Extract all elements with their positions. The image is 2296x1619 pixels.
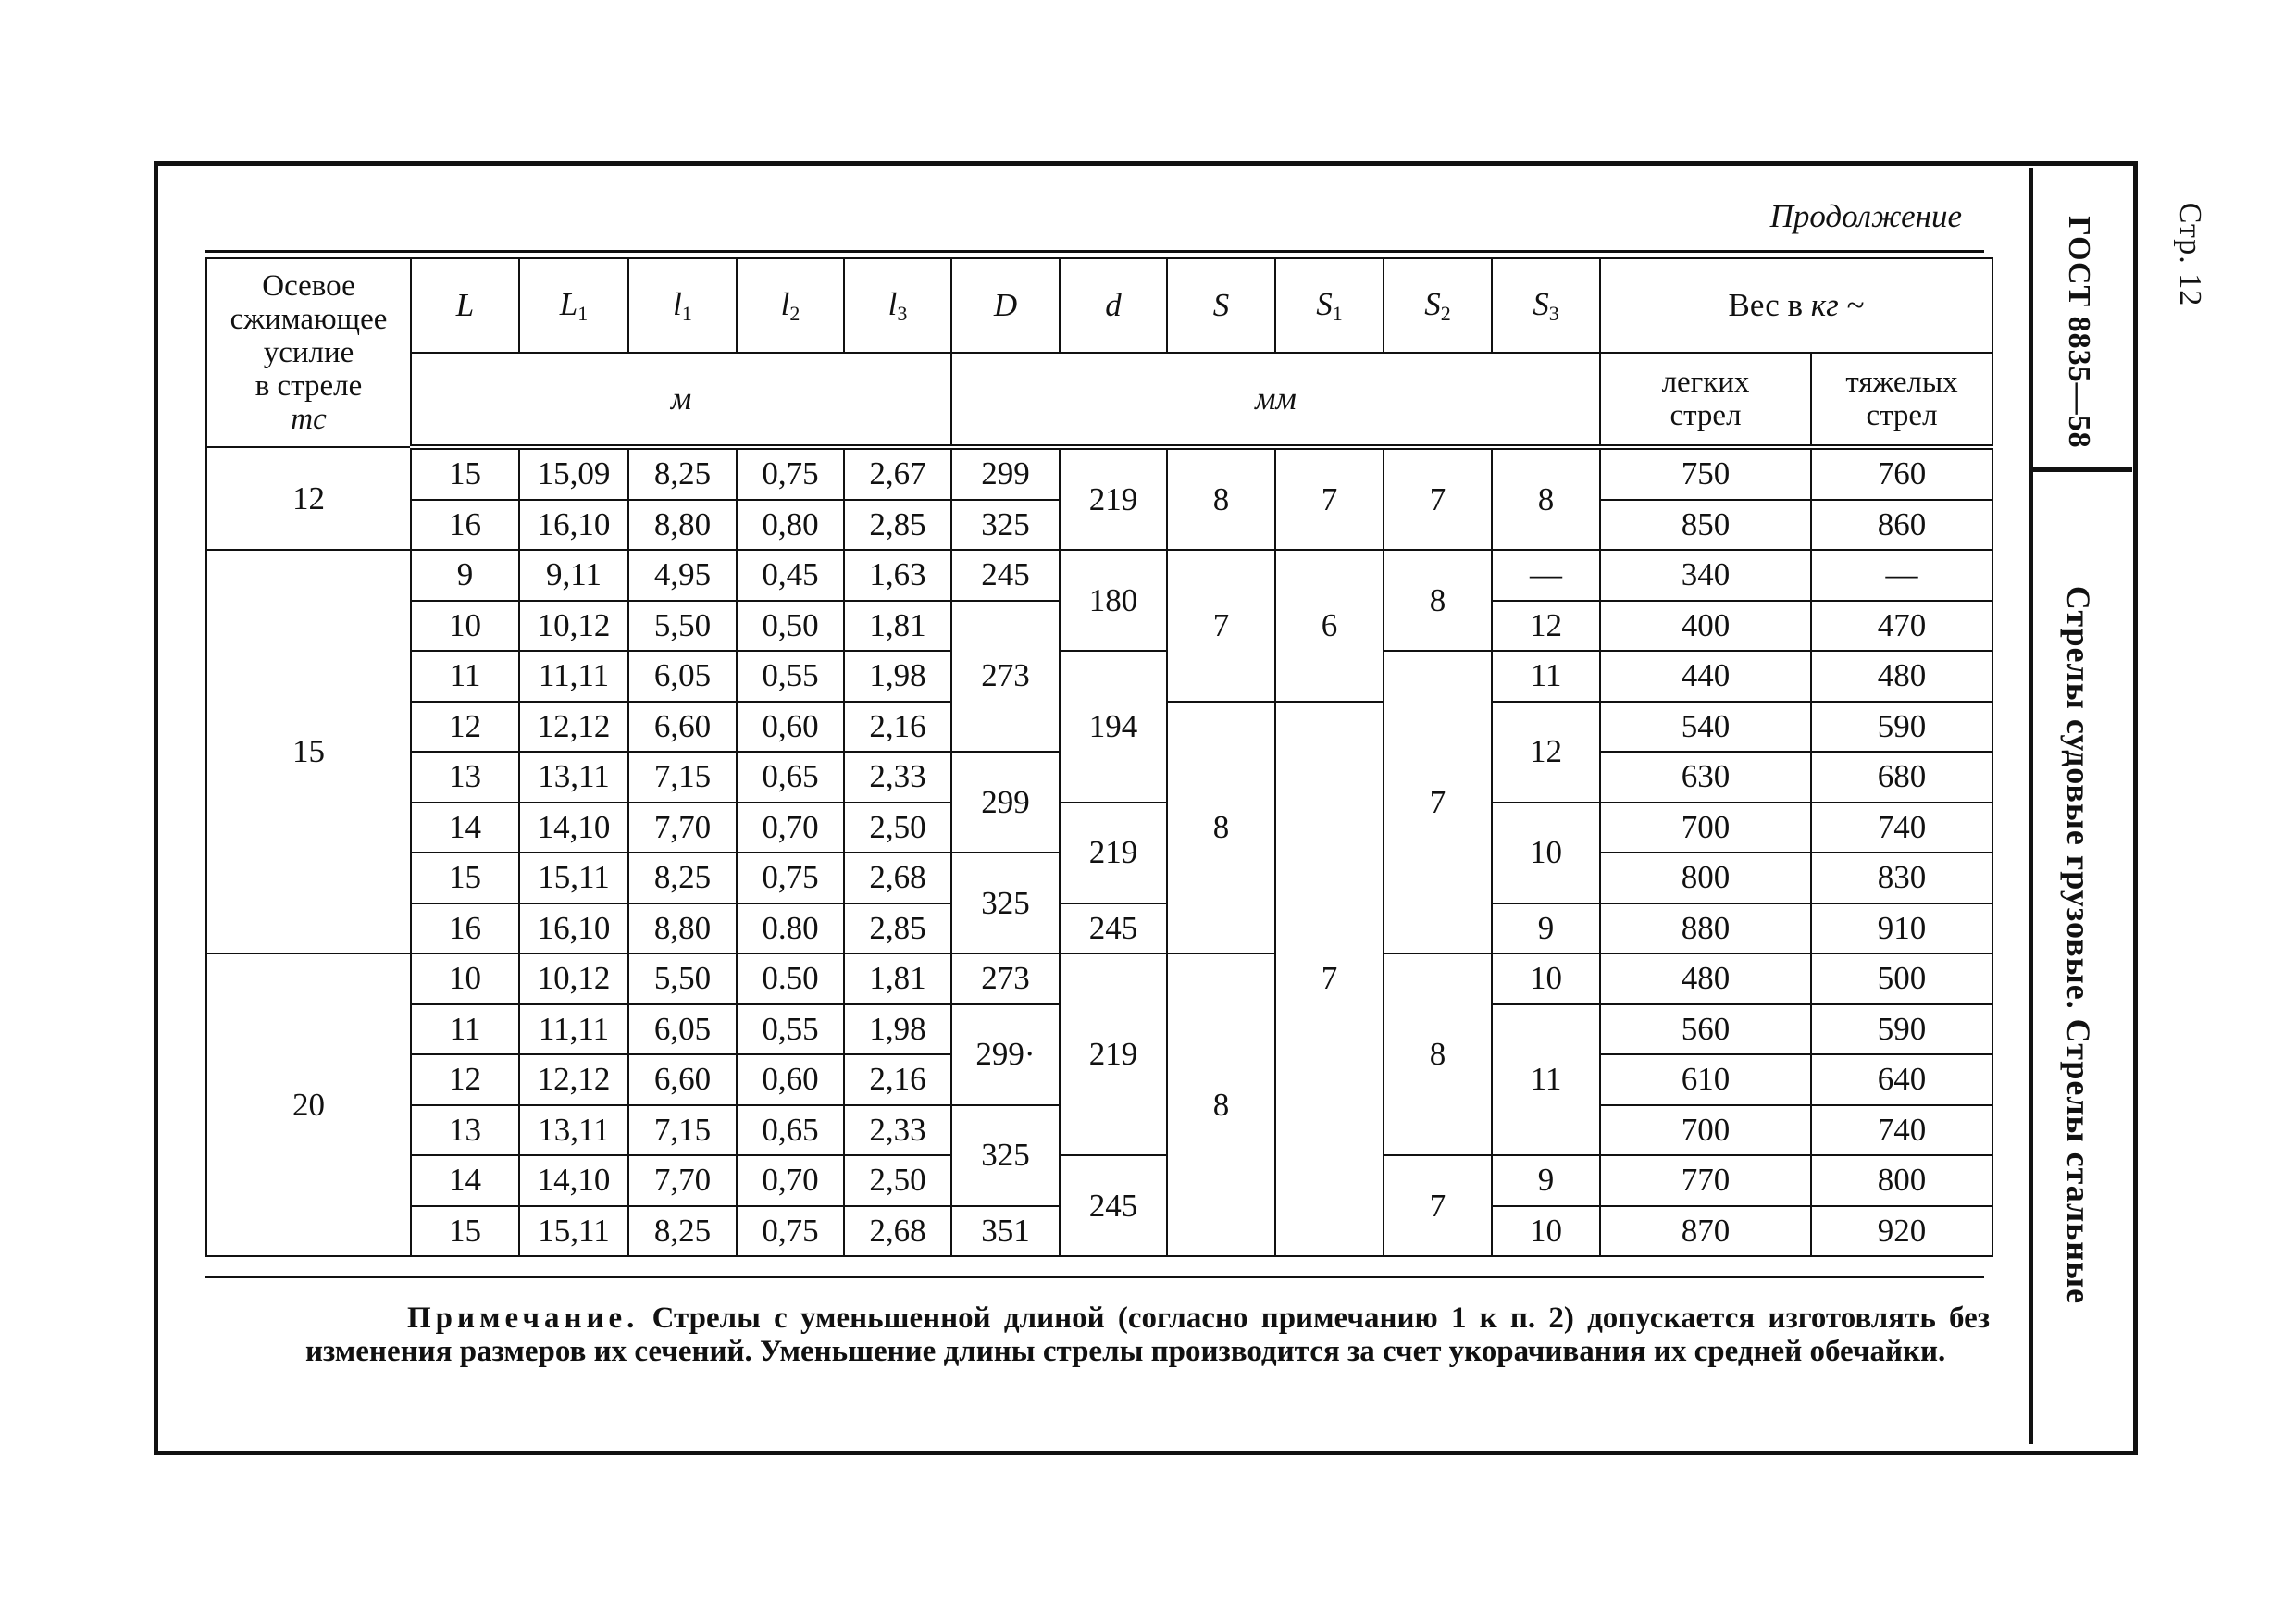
l1-cell: 6,60 (628, 702, 737, 753)
heavy-weight-cell: 740 (1811, 1105, 1992, 1156)
d-cell: 219 (1060, 447, 1167, 550)
l1-cell: 5,50 (628, 953, 737, 1004)
L-cell: 12 (411, 1054, 519, 1105)
table-row (206, 550, 1992, 601)
footnote (305, 1301, 1990, 1368)
S-cell: 8 (1167, 953, 1275, 1256)
l1-cell: 7,70 (628, 803, 737, 853)
L1-cell: 15,09 (519, 447, 628, 500)
light-weight-cell: 750 (1600, 447, 1811, 500)
l3-cell: 2,50 (844, 1155, 951, 1206)
l2-cell: 0,80 (737, 500, 844, 551)
header-L1: $L_1$ (519, 258, 628, 353)
header-S3: $S_3$ (1492, 258, 1600, 353)
table-top-rule (205, 250, 1984, 253)
D-cell: 299 (951, 752, 1060, 853)
L-cell: 11 (411, 651, 519, 702)
l3-cell: 1,81 (844, 953, 951, 1004)
d-cell: 180 (1060, 550, 1167, 651)
S3-cell: 12 (1492, 702, 1600, 803)
L-cell: 13 (411, 1105, 519, 1156)
light-weight-cell: 560 (1600, 1004, 1811, 1055)
l1-cell: 8,25 (628, 853, 737, 903)
header-S2: $S_2$ (1384, 258, 1492, 353)
d-cell: 219 (1060, 803, 1167, 903)
S-cell: 8 (1167, 447, 1275, 550)
l2-cell: 0,55 (737, 1004, 844, 1055)
table-row (206, 803, 1992, 853)
header-l2: $l_2$ (737, 258, 844, 353)
S2-cell: 8 (1384, 953, 1492, 1155)
heavy-weight-cell: 640 (1811, 1054, 1992, 1105)
L-cell: 16 (411, 903, 519, 954)
L-cell: 14 (411, 1155, 519, 1206)
L1-cell: 14,10 (519, 803, 628, 853)
header-S: S (1167, 258, 1275, 353)
l3-cell: 2,16 (844, 1054, 951, 1105)
light-weight-cell: 850 (1600, 500, 1811, 551)
table-bottom-rule (205, 1276, 1984, 1278)
l1-cell: 5,50 (628, 601, 737, 652)
L-cell: 15 (411, 1206, 519, 1257)
l1-cell: 8,25 (628, 447, 737, 500)
L1-cell: 11,11 (519, 1004, 628, 1055)
d-cell: 245 (1060, 1155, 1167, 1256)
header-d: d (1060, 258, 1167, 353)
L1-cell: 16,10 (519, 903, 628, 954)
L-cell: 12 (411, 702, 519, 753)
D-cell: 351 (951, 1206, 1060, 1257)
L-cell: 9 (411, 550, 519, 601)
S3-cell: 12 (1492, 601, 1600, 652)
L-cell: 11 (411, 1004, 519, 1055)
S3-cell: 10 (1492, 953, 1600, 1004)
continued-label: Продолжение (1769, 198, 1962, 234)
heavy-weight-cell: 680 (1811, 752, 1992, 803)
S3-cell: 11 (1492, 1004, 1600, 1156)
l1-cell: 8,80 (628, 500, 737, 551)
l1-cell: 6,05 (628, 651, 737, 702)
l3-cell: 2,85 (844, 903, 951, 954)
S1-cell: 7 (1275, 447, 1384, 550)
force-cell: 12 (206, 447, 411, 550)
D-cell: 325 (951, 1105, 1060, 1206)
L-cell: 16 (411, 500, 519, 551)
force-cell: 20 (206, 953, 411, 1256)
L1-cell: 13,11 (519, 752, 628, 803)
light-weight-cell: 630 (1600, 752, 1811, 803)
D-cell: 245 (951, 550, 1060, 601)
L1-cell: 10,12 (519, 953, 628, 1004)
l3-cell: 2,16 (844, 702, 951, 753)
standard-label: ГОСТ 8835—58 (2062, 216, 2096, 449)
unit-millimeters: мм (951, 353, 1600, 447)
L1-cell: 12,12 (519, 1054, 628, 1105)
l3-cell: 1,81 (844, 601, 951, 652)
table-row (206, 953, 1992, 1004)
l1-cell: 4,95 (628, 550, 737, 601)
S-cell: 8 (1167, 702, 1275, 954)
heavy-weight-cell: 590 (1811, 702, 1992, 753)
D-cell: 273 (951, 953, 1060, 1004)
S3-cell: 10 (1492, 803, 1600, 903)
S-cell: 7 (1167, 550, 1275, 702)
L-cell: 10 (411, 601, 519, 652)
L1-cell: 16,10 (519, 500, 628, 551)
l2-cell: 0,75 (737, 447, 844, 500)
light-weight-cell: 610 (1600, 1054, 1811, 1105)
l2-cell: 0,60 (737, 1054, 844, 1105)
l2-cell: 0,65 (737, 1105, 844, 1156)
header-units-row (206, 353, 1992, 447)
l3-cell: 2,67 (844, 447, 951, 500)
weight-header: Вес в кг ~ (1600, 258, 1992, 353)
l3-cell: 2,68 (844, 1206, 951, 1257)
l2-cell: 0,55 (737, 651, 844, 702)
l1-cell: 6,05 (628, 1004, 737, 1055)
L-cell: 13 (411, 752, 519, 803)
heavy-weight-cell: 470 (1811, 601, 1992, 652)
table-row (206, 903, 1992, 954)
light-booms-header: легких стрел (1600, 353, 1811, 447)
header-l1: $l_1$ (628, 258, 737, 353)
heavy-weight-cell: 500 (1811, 953, 1992, 1004)
l2-cell: 0,75 (737, 1206, 844, 1257)
footnote-text: Стрелы с уменьшенной длиной (согласно примечанию 1 к п. 2) допускается изготовлять без изменения размеров их сечений. Уменьшение длины стрелы производится за счет укорачивания их средней обечайки. (305, 1301, 1990, 1368)
S3-cell: — (1492, 550, 1600, 601)
page-number: Стр. 12 (2173, 202, 2207, 307)
S1-cell: 6 (1275, 550, 1384, 702)
l1-cell: 7,15 (628, 752, 737, 803)
unit-meters: м (411, 353, 951, 447)
L1-cell: 14,10 (519, 1155, 628, 1206)
light-weight-cell: 800 (1600, 853, 1811, 903)
L1-cell: 13,11 (519, 1105, 628, 1156)
S1-cell: 7 (1275, 702, 1384, 1257)
l3-cell: 2,50 (844, 803, 951, 853)
d-cell: 245 (1060, 903, 1167, 954)
heavy-weight-cell: 920 (1811, 1206, 1992, 1257)
S3-cell: 10 (1492, 1206, 1600, 1257)
l2-cell: 0,45 (737, 550, 844, 601)
header-S1: $S_1$ (1275, 258, 1384, 353)
d-cell: 219 (1060, 953, 1167, 1155)
header-symbols-row (206, 258, 1992, 353)
l3-cell: 2,33 (844, 752, 951, 803)
L1-cell: 10,12 (519, 601, 628, 652)
D-cell: 299 (951, 447, 1060, 500)
l2-cell: 0,65 (737, 752, 844, 803)
S2-cell: 7 (1384, 1155, 1492, 1256)
L-cell: 14 (411, 803, 519, 853)
l3-cell: 2,85 (844, 500, 951, 551)
l2-cell: 0,70 (737, 803, 844, 853)
L-cell: 10 (411, 953, 519, 1004)
heavy-weight-cell: — (1811, 550, 1992, 601)
heavy-weight-cell: 590 (1811, 1004, 1992, 1055)
light-weight-cell: 540 (1600, 702, 1811, 753)
l3-cell: 1,98 (844, 1004, 951, 1055)
side-divider (2029, 168, 2033, 1444)
force-column-header: Осевое сжимающее усилие в стреле тс (206, 258, 411, 447)
d-cell: 194 (1060, 651, 1167, 803)
light-weight-cell: 700 (1600, 1105, 1811, 1156)
heavy-weight-cell: 740 (1811, 803, 1992, 853)
l2-cell: 0.80 (737, 903, 844, 954)
L1-cell: 9,11 (519, 550, 628, 601)
S3-cell: 11 (1492, 651, 1600, 702)
side-title: Стрелы судовые грузовые. Стрелы стальные (2060, 585, 2097, 1305)
D-cell: 325 (951, 853, 1060, 953)
table-row (206, 447, 1992, 500)
table-row (206, 1155, 1992, 1206)
light-weight-cell: 440 (1600, 651, 1811, 702)
S2-cell: 7 (1384, 447, 1492, 550)
light-weight-cell: 700 (1600, 803, 1811, 853)
heavy-weight-cell: 760 (1811, 447, 1992, 500)
table-row (206, 651, 1992, 702)
heavy-booms-header: тяжелых стрел (1811, 353, 1992, 447)
l2-cell: 0,60 (737, 702, 844, 753)
heavy-weight-cell: 480 (1811, 651, 1992, 702)
l3-cell: 1,63 (844, 550, 951, 601)
S3-cell: 9 (1492, 1155, 1600, 1206)
S2-cell: 7 (1384, 651, 1492, 953)
header-L: L (411, 258, 519, 353)
l2-cell: 0,50 (737, 601, 844, 652)
D-cell: 273 (951, 601, 1060, 753)
l2-cell: 0.50 (737, 953, 844, 1004)
header-D: D (951, 258, 1060, 353)
light-weight-cell: 880 (1600, 903, 1811, 954)
D-cell: 299· (951, 1004, 1060, 1105)
S3-cell: 9 (1492, 903, 1600, 954)
L-cell: 15 (411, 853, 519, 903)
light-weight-cell: 400 (1600, 601, 1811, 652)
L1-cell: 15,11 (519, 853, 628, 903)
light-weight-cell: 480 (1600, 953, 1811, 1004)
L-cell: 15 (411, 447, 519, 500)
l3-cell: 2,68 (844, 853, 951, 903)
l1-cell: 7,70 (628, 1155, 737, 1206)
header-l3: $l_3$ (844, 258, 951, 353)
l3-cell: 1,98 (844, 651, 951, 702)
footnote-lead: Примечание. (407, 1301, 639, 1335)
heavy-weight-cell: 800 (1811, 1155, 1992, 1206)
light-weight-cell: 770 (1600, 1155, 1811, 1206)
l2-cell: 0,75 (737, 853, 844, 903)
L1-cell: 11,11 (519, 651, 628, 702)
S2-cell: 8 (1384, 550, 1492, 651)
l1-cell: 6,60 (628, 1054, 737, 1105)
l2-cell: 0,70 (737, 1155, 844, 1206)
D-cell: 325 (951, 500, 1060, 551)
l1-cell: 8,80 (628, 903, 737, 954)
l1-cell: 8,25 (628, 1206, 737, 1257)
light-weight-cell: 340 (1600, 550, 1811, 601)
heavy-weight-cell: 910 (1811, 903, 1992, 954)
boom-dimensions-table (205, 257, 1993, 1257)
light-weight-cell: 870 (1600, 1206, 1811, 1257)
l3-cell: 2,33 (844, 1105, 951, 1156)
heavy-weight-cell: 860 (1811, 500, 1992, 551)
force-cell: 15 (206, 550, 411, 953)
L1-cell: 15,11 (519, 1206, 628, 1257)
heavy-weight-cell: 830 (1811, 853, 1992, 903)
L1-cell: 12,12 (519, 702, 628, 753)
l1-cell: 7,15 (628, 1105, 737, 1156)
S3-cell: 8 (1492, 447, 1600, 550)
